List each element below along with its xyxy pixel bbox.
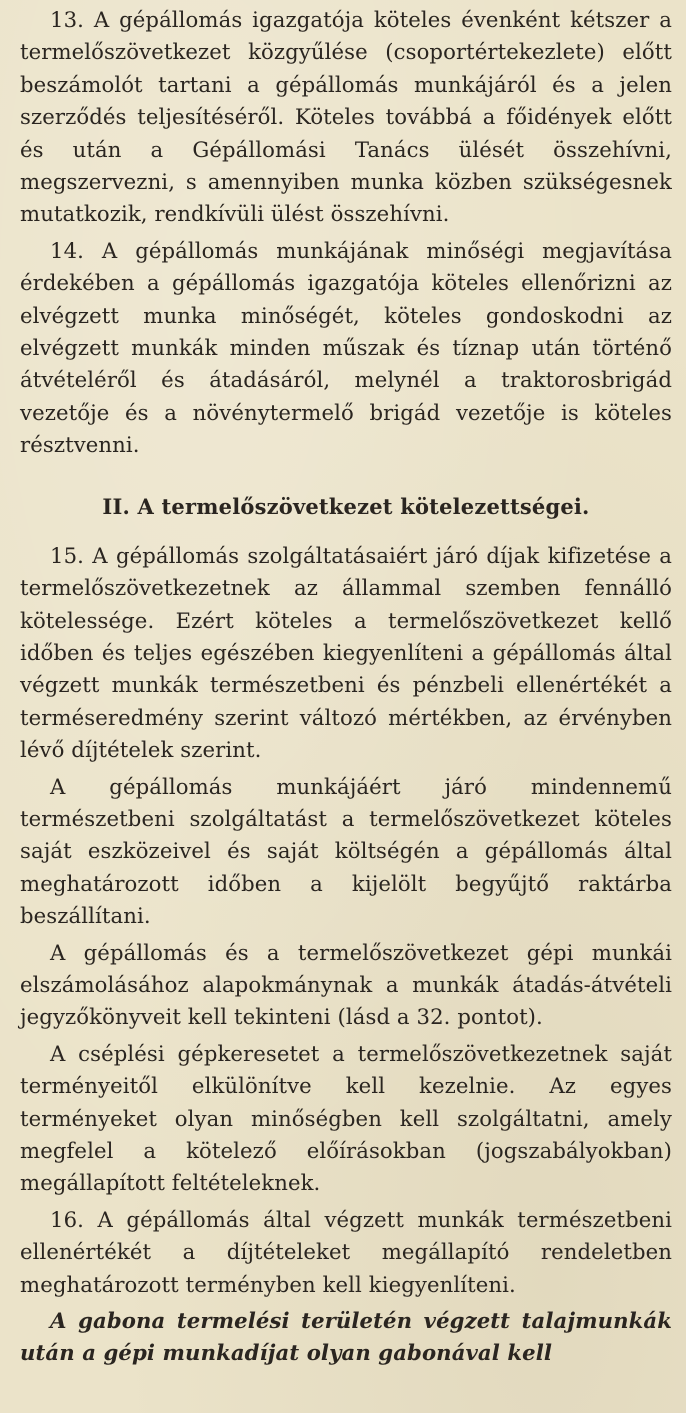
paragraph-15-threshing: A cséplési gépkeresetet a termelőszövetkezetnek saját terményeitől elkülönítve kell kezelnie. Az egyes terményeket olyan minőségben kell szolgáltatni, amely megfelel a kötelező előírásokban (jogszabályokban) megállapított feltételeknek. [20,1040,672,1196]
paragraph-15-delivery: A gépállomás munkájáért járó mindennemű természetbeni szolgáltatást a termelőszövetkezet köteles saját eszközeivel és saját költségén a gépállomás által meghatározott időben a kijelölt begyűjtő raktárba beszállítani. [20,773,672,929]
section-heading: II. A termelőszövetkezet kötelezettségei. [102,493,590,519]
paragraph-16-italic: A gabona termelési területén végzett talajmunkák után a gépi munkadíjat olyan gabonával kell [20,1308,672,1366]
paragraph-15: 15. A gépállomás szolgáltatásaiért járó díjak kifizetése a termelőszövetkezetnek az állammal szemben fennálló kötelessége. Ezért köteles a termelőszövetkezet kellő időben és teljes egészében kiegyenlíteni a gépállomás által végzett munkák természetbeni és pénzbeli ellenértékét a terméseredmény szerint változó mértékben, az érvényben lévő díjtételek szerint. [20,542,672,763]
paragraph-14: 14. A gépállomás munkájának minőségi megjavítása érdekében a gépállomás igazgatója köteles ellenőrizni az elvégzett munka minőségét, köteles gondoskodni az elvégzett munkák minden műszak és tíznap után történő átvételéről és átadásáról, melynél a traktorosbrigád vezetője és a növénytermelő brigád vezetője is köteles résztvenni. [20,237,672,458]
paragraph-16: 16. A gépállomás által végzett munkák természetbeni ellenértékét a díjtételeket megállapító rendeletben meghatározott terményben kell kiegyenlíteni. [20,1206,672,1297]
paragraph-15-accounting: A gépállomás és a termelőszövetkezet gépi munkái elszámolásához alapokmánynak a munkák átadás-átvételi jegyzőkönyveit kell tekinteni (lásd a 32. pontot). [20,939,672,1030]
paragraph-13: 13. A gépállomás igazgatója köteles évenként kétszer a termelőszövetkezet közgyűlése (csoportértekezlete) előtt beszámolót tartani a gépállomás munkájáról és a jelen szerződés teljesítéséről. Köteles továbbá a főidények előtt és után a Gépállomási Tanács ülését összehívni, megszervezni, s amennyiben munka közben szükségesnek mutatkozik, rendkívüli ülést összehívni. [20,7,672,227]
